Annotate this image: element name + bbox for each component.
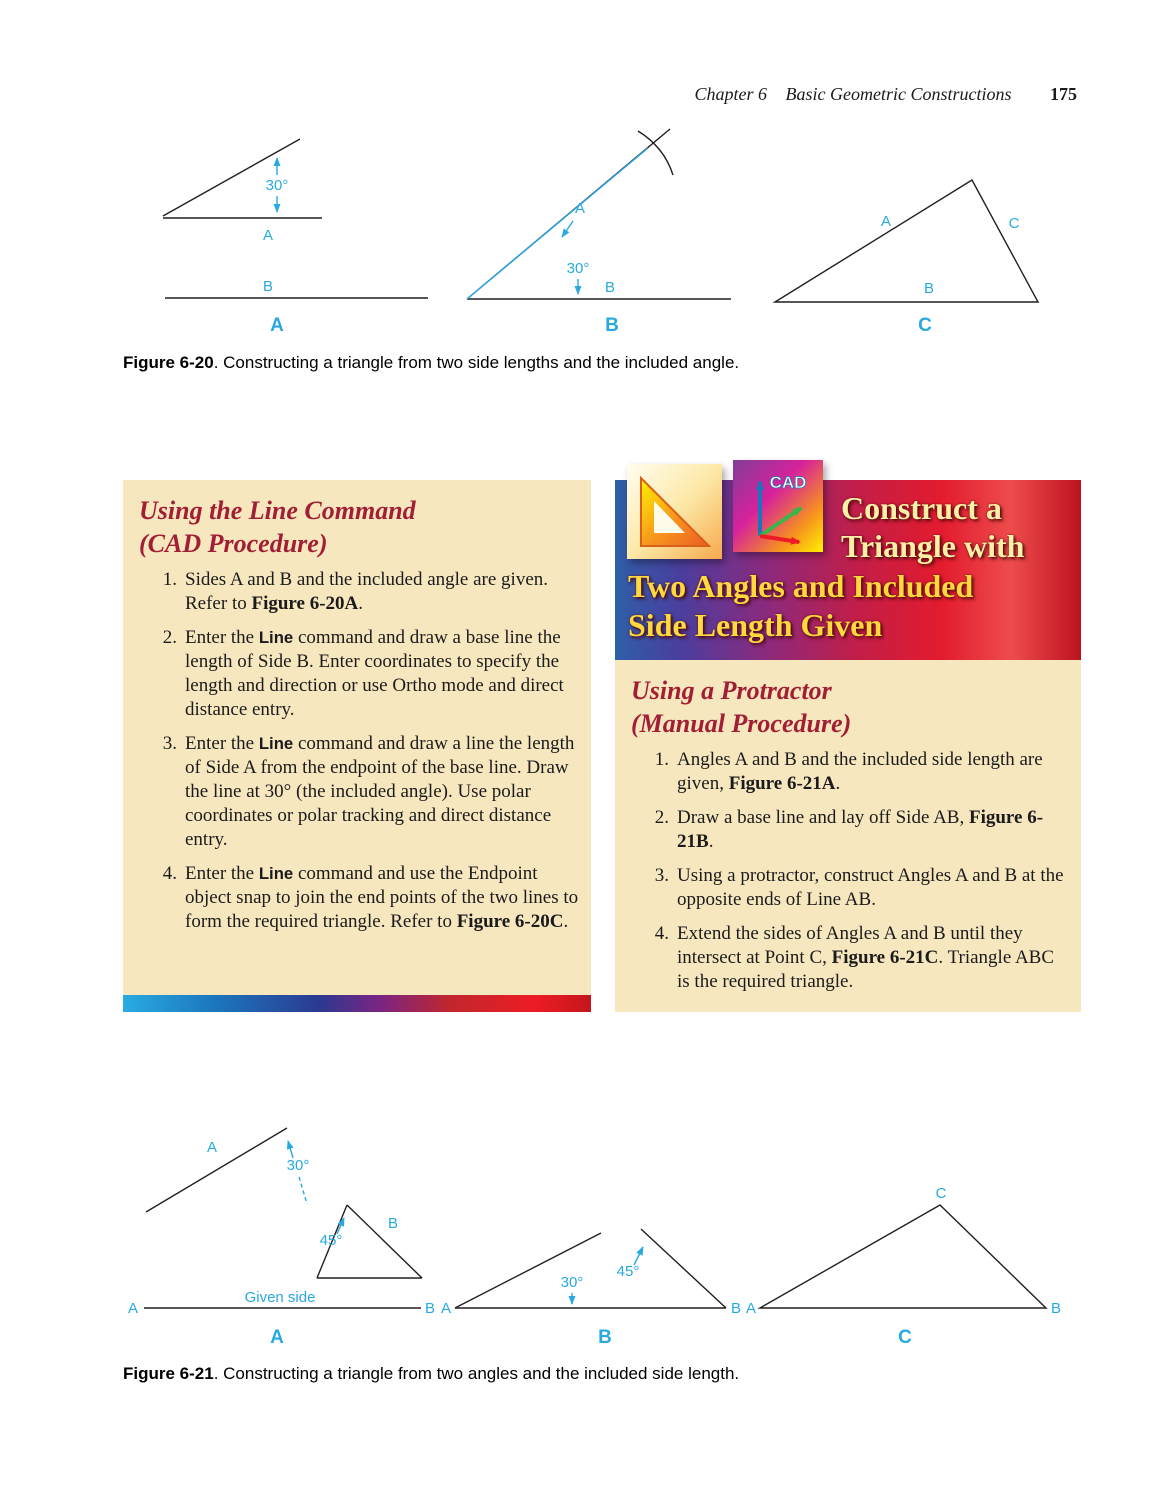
step-text: Sides A and B and the included angle are given. Refer to Figure 6-20A. — [185, 569, 549, 614]
fig20c-letter: C — [918, 315, 932, 336]
manual-step-3 — [615, 864, 1081, 912]
step-number: 2. — [654, 807, 669, 828]
cad-procedure-steps — [123, 568, 591, 934]
manual-procedure-title-line2: (Manual Procedure) — [631, 709, 852, 738]
step-number: 2. — [162, 627, 177, 648]
figure-6-20-caption-label: Figure 6-20 — [123, 353, 214, 372]
fig21b-letter: B — [598, 1327, 612, 1348]
fig20-diagram-c — [775, 180, 1038, 336]
figure-6-21-caption-text: . Constructing a triangle from two angles and the included side length. — [213, 1364, 740, 1383]
fig20a-letter: A — [270, 315, 284, 336]
fig20a-angle-label: 30° — [265, 177, 289, 194]
fig21c-end-a-label: A — [745, 1300, 757, 1317]
step-number: 4. — [162, 863, 177, 884]
cad-step-2 — [123, 626, 591, 722]
fig20a-side-a-label: A — [262, 227, 274, 244]
fig21c-letter: C — [898, 1327, 912, 1348]
fig21a-given-side-label: Given side — [244, 1289, 316, 1306]
cad-procedure-title-line2: (CAD Procedure) — [139, 529, 328, 558]
step-number: 1. — [654, 749, 669, 770]
step-text: Enter the Line command and draw a base line the length of Side B. Enter coordinates to specify the length and direction or use Ortho mode and direct distance entry. — [185, 627, 564, 720]
manual-step-2 — [615, 806, 1081, 854]
manual-procedure-panel — [615, 473, 1081, 1012]
cad-icon — [733, 460, 823, 552]
fig21a-end-b-label: B — [424, 1300, 436, 1317]
figure-6-21-diagrams — [0, 1108, 1156, 1360]
manual-step-1 — [615, 748, 1081, 796]
step-text: Enter the Line command and draw a line the length of Side A from the endpoint of the base line. Draw the line at 30° (the included angle). Use polar coordinates or polar tracking and direct distance entry. — [185, 733, 575, 850]
manual-procedure-title-line1: Using a Protractor — [631, 676, 832, 705]
page-number: 175 — [1050, 84, 1077, 104]
fig21b-angle45-label: 45° — [616, 1263, 640, 1280]
fig21a-angle30-label: 30° — [286, 1157, 310, 1174]
cad-icon-label: CAD — [769, 473, 807, 492]
fig21b-end-b-label: B — [730, 1300, 742, 1317]
fig21b-angle30-label: 30° — [560, 1274, 584, 1291]
fig21a-letter: A — [270, 1327, 284, 1348]
step-number: 3. — [654, 865, 669, 886]
fig21b-end-a-label: A — [440, 1300, 452, 1317]
fig20b-side-b-label: B — [604, 279, 616, 296]
step-number: 3. — [162, 733, 177, 754]
fig20b-angle-label: 30° — [566, 260, 590, 277]
manual-procedure-title — [631, 674, 1065, 740]
step-text: Extend the sides of Angles A and B until they intersect at Point C, Figure 6-21C. Triangle ABC is the required triangle. — [677, 923, 1055, 992]
fig20a-side-b-label: B — [262, 278, 274, 295]
banner-title-line3: Two Angles and Included — [628, 568, 974, 604]
cad-procedure-panel — [123, 480, 591, 1012]
fig20c-side-c-label: C — [1008, 215, 1020, 232]
manual-procedure-steps — [615, 748, 1081, 994]
running-head — [695, 84, 1078, 105]
figure-6-20-diagrams — [0, 112, 1156, 354]
fig21a-end-a-label: A — [127, 1300, 139, 1317]
manual-step-4 — [615, 922, 1081, 994]
fig21a-side-b-label: B — [387, 1215, 399, 1232]
fig21-diagram-b — [441, 1229, 741, 1348]
figure-6-20-caption — [123, 353, 983, 373]
section-title: Basic Geometric Constructions — [785, 84, 1012, 104]
step-text: Enter the Line command and use the Endpoint object snap to join the end points of the two lines to form the required triangle. Refer to Figure 6-20C. — [185, 863, 579, 932]
set-square-icon — [627, 464, 722, 559]
fig21c-end-b-label: B — [1050, 1300, 1062, 1317]
fig21a-angle45-label: 45° — [319, 1232, 343, 1249]
chapter-label: Chapter 6 — [694, 84, 768, 104]
panel-accent-bar — [123, 995, 591, 1012]
cad-procedure-title-line1: Using the Line Command — [139, 496, 416, 525]
fig20c-side-b-label: B — [923, 280, 935, 297]
banner-title-line1: Construct a — [841, 490, 1002, 526]
fig21-diagram-a — [128, 1128, 435, 1348]
fig20-diagram-a — [163, 139, 428, 336]
fig20-diagram-b — [467, 129, 731, 336]
figure-6-21-caption — [123, 1364, 983, 1384]
fig21-diagram-c — [746, 1185, 1061, 1348]
figure-6-20-caption-text: . Constructing a triangle from two side lengths and the included angle. — [213, 353, 740, 372]
step-text: Using a protractor, construct Angles A and B at the opposite ends of Line AB. — [677, 865, 1064, 910]
fig20c-side-a-label: A — [880, 213, 892, 230]
cad-step-3 — [123, 732, 591, 852]
cad-procedure-title — [139, 494, 575, 560]
feature-banner — [615, 473, 1081, 660]
step-number: 1. — [162, 569, 177, 590]
fig20b-side-a-label: A — [574, 200, 586, 217]
cad-step-1 — [123, 568, 591, 616]
step-number: 4. — [654, 923, 669, 944]
fig20b-letter: B — [605, 315, 619, 336]
fig21a-side-a-label: A — [206, 1139, 218, 1156]
fig21c-point-c-label: C — [935, 1185, 947, 1202]
banner-title-line4: Side Length Given — [628, 607, 883, 643]
step-text: Angles A and B and the included side length are given, Figure 6-21A. — [677, 749, 1043, 794]
figure-6-21-caption-label: Figure 6-21 — [123, 1364, 214, 1383]
cad-step-4 — [123, 862, 591, 934]
step-text: Draw a base line and lay off Side AB, Figure 6-21B. — [677, 807, 1044, 852]
banner-title-line2: Triangle with — [841, 528, 1025, 564]
